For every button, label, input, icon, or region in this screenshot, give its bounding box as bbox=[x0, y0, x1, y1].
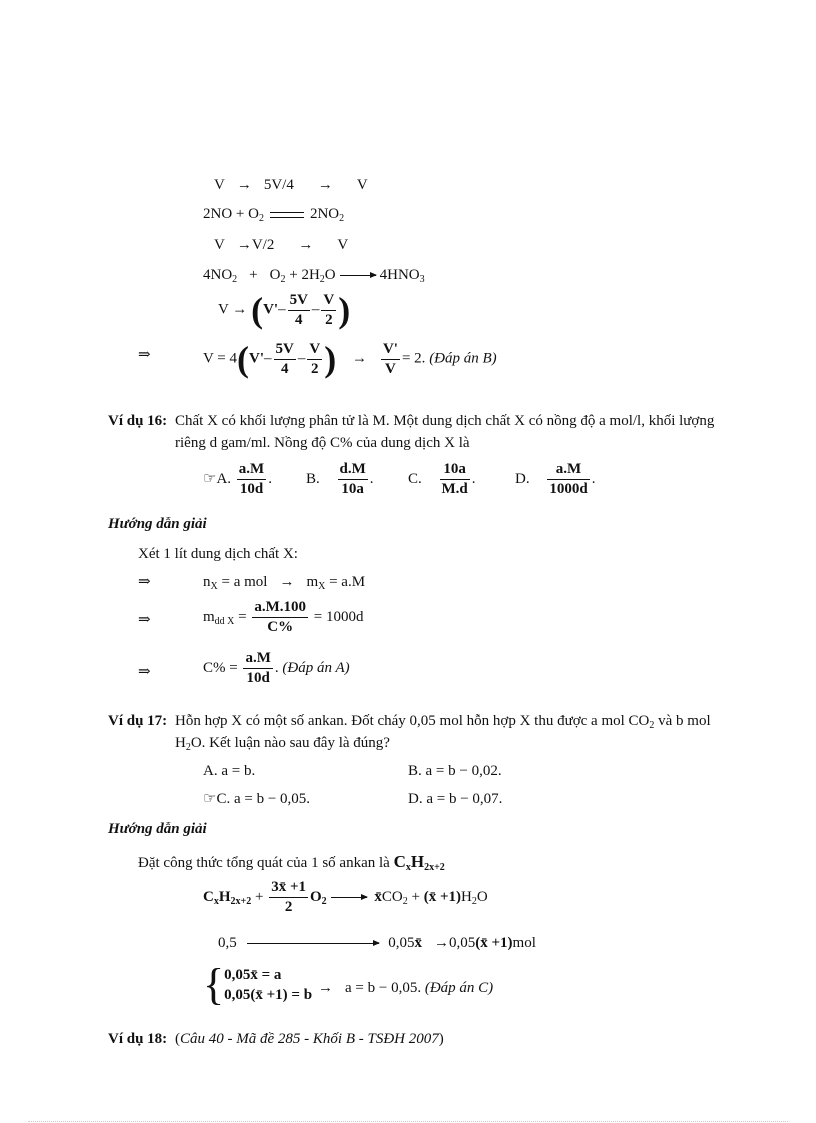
equation-system: { 0,05x̄ = a 0,05(x̄ +1) = b bbox=[203, 960, 313, 1009]
guide-heading-17: Hướng dẫn giải bbox=[108, 821, 207, 837]
equilibrium-arrow-icon bbox=[270, 211, 304, 219]
implies-symbol: ⇒ bbox=[138, 347, 151, 363]
choice-b: B. $\frac{d.M}{10a}$ . bbox=[306, 461, 374, 497]
fraction-5v-4-b: $\frac{5V}{4}$ bbox=[275, 340, 294, 377]
guide-heading-16: Hướng dẫn giải bbox=[108, 516, 207, 532]
system-result: → a = b − 0,05. (Đáp án C) bbox=[318, 980, 494, 996]
page-bottom-rule bbox=[28, 1121, 788, 1122]
implies-symbol: ⇒ bbox=[138, 664, 151, 680]
long-arrow-icon bbox=[247, 943, 379, 944]
choice-d: D. $\frac{a.M}{1000d}$ . bbox=[515, 461, 596, 497]
example-17-text-line-2: $H_2O$. Kết luận nào sau đây là đúng? bbox=[175, 735, 390, 753]
mole-ratio-line: 0,5 0,05x̄ →0,05(x̄ +1)mol bbox=[218, 935, 536, 951]
reaction-no-o2: $2NO + O_2$ $2NO_2$ bbox=[203, 206, 345, 224]
choice-b: B. a = b − 0,02. bbox=[408, 763, 502, 779]
combustion-equation: $C_xH_{2x+2}$ + $\frac{3x̄ +1}{2}$ $O_2$ $x̄CO_2$ + (x̄ $+1)H_2O$ bbox=[203, 879, 488, 915]
implies-symbol: ⇒ bbox=[138, 574, 151, 590]
guide-16-step-3: $m_{dd X}$ = $\frac{a.M.100}{C\%}$ = 1000d bbox=[203, 599, 364, 635]
hand-pointer-icon: ☞ bbox=[203, 791, 217, 807]
guide-16-step-2: $n_X = a$ mol → $m_X = a.M$ bbox=[203, 574, 366, 592]
ratio-line-2: V →V/2 → V bbox=[214, 237, 349, 253]
fraction-vprime-v: $\frac{V'}{V}$ bbox=[382, 340, 398, 377]
implies-symbol: ⇒ bbox=[138, 612, 151, 628]
example-17-label: Ví dụ 17: bbox=[108, 713, 168, 729]
example-18-label: Ví dụ 18: bbox=[108, 1031, 168, 1047]
choice-c: C. $\frac{10a}{M.d}$ . bbox=[408, 461, 476, 497]
choice-c: ☞C. a = b − 0,05. bbox=[203, 791, 311, 807]
guide-16-step-4: C% = $\frac{a.M}{10d}$ . (Đáp án A) bbox=[203, 650, 350, 686]
fraction-5v-4: $\frac{5V}{4}$ bbox=[289, 291, 308, 328]
fraction-v-2-b: $\frac{V}{2}$ bbox=[309, 340, 321, 377]
guide-16-step-1: Xét 1 lít dung dịch chất X: bbox=[138, 546, 298, 562]
ratio-line-1: V → 5V/4 → V bbox=[214, 177, 368, 193]
example-16-text-line-2: riêng d gam/ml. Nồng độ C% của dung dịch X là bbox=[175, 435, 470, 451]
guide-17-step-1: Đặt công thức tổng quát của 1 số ankan là $C_xH_{2x+2}$ bbox=[138, 852, 445, 873]
volume-equation: V = 4(V'– $\frac{5V}{4}$ – $\frac{V}{2}$ ) → $\frac{V'}{V}$ = 2. (Đáp án B) bbox=[203, 339, 497, 379]
example-18-reference: (Câu 40 - Mã đề 285 - Khối B - TSĐH 2007) bbox=[175, 1031, 444, 1047]
choice-d: D. a = b − 0,07. bbox=[408, 791, 503, 807]
fraction-v-2: $\frac{V}{2}$ bbox=[323, 291, 335, 328]
hand-pointer-icon: ☞ bbox=[203, 470, 217, 487]
example-16-text-line-1: Chất X có khối lượng phân tử là M. Một dung dịch chất X có nồng độ a mol/l, khối lượng bbox=[175, 413, 715, 429]
example-17-text-line-1: Hỗn hợp X có một số ankan. Đốt cháy 0,05 mol hỗn hợp X thu được a mol $CO_2$ và b mol bbox=[175, 713, 711, 731]
reaction-arrow-icon bbox=[331, 897, 367, 898]
choice-a: ☞A. $\frac{a.M}{10d}$ . bbox=[203, 461, 272, 497]
ratio-line-3: V → (V'– $\frac{5V}{4}$ – $\frac{V}{2}$ ) bbox=[218, 290, 351, 330]
example-16-label: Ví dụ 16: bbox=[108, 413, 168, 429]
reaction-arrow-icon bbox=[340, 275, 376, 276]
reaction-no2-hno3: $4NO_2 + O_2 + 2H_2O$ $4HNO_3$ bbox=[203, 267, 425, 285]
choice-a: A. a = b. bbox=[203, 763, 256, 779]
